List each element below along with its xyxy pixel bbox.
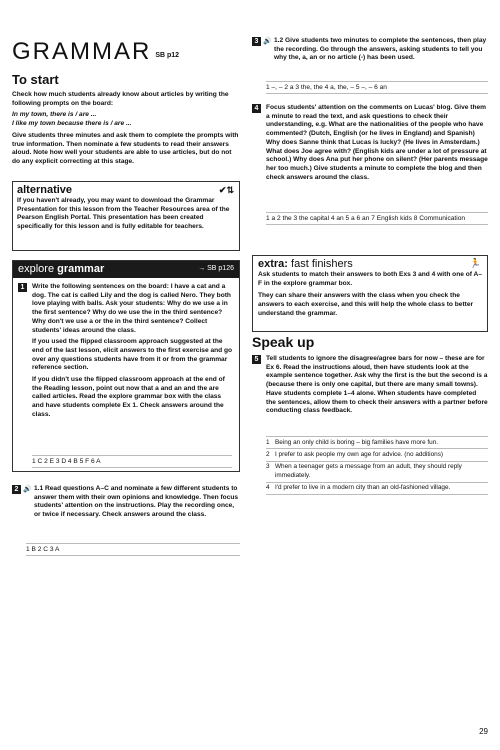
prompt-2: I like my town because there is / are ... <box>12 120 132 128</box>
alternative-heading: alternative <box>17 184 73 196</box>
extra-text: Ask students to match their answers to both Exs 3 and 4 with one of A–F in the explore grammar box. <box>258 271 482 287</box>
step-4-text: Focus students' attention on the comments on Lucas' blog. Give them a minute to read the text, and ask questions to check their understanding, e.g. What are the nationalities of the people who have commented? (Dutch, English (or he lives in England) and Spanish) Why does Sanne think that Lucas is lucky? (He lives in Amsterdam.) What does Joe agree with? (English kids are under a lot of pressure at school.) Why does Ana put her phone on silent? (Her parents message her too much.) Give students a minute to complete the blog and then check answers around the class. <box>266 104 488 181</box>
explore-grammar-bar <box>13 261 239 278</box>
step-1-text: Write the following sentences on the board: I have a cat and a dog. The cat is called Lily and the dog is called Nero. They both love playing with balls. Ask your students: Why do we use a in the first sentence? Why do we use the in the third sentence? Why don't we use a or the in the third sentence? Collect students' ideas around the class. <box>32 283 231 334</box>
step-2-text: 1.1 Read questions A–C and nominate a few different students to answer them with their own opinions and knowledge. Then focus students' attention on the instructions. Play the recording once, or twice if necessary. Check answers around the class. <box>34 485 239 519</box>
step-1-text-3: If you didn't use the flipped classroom approach at the end of the Reading lesson, point out now that a and an and the are called articles. Read the explore grammar box with the class and have students complete Ex 1. Check answers around the class. <box>32 376 225 418</box>
to-start-heading: To start <box>12 72 59 87</box>
sentence-list <box>266 436 488 495</box>
explore-label: explore <box>18 263 55 275</box>
audio-icon: 🔊 <box>263 38 272 45</box>
step-1-number: 1 <box>18 283 27 292</box>
title-ref: SB p12 <box>155 52 180 59</box>
section-title: GRAMMAR SB p12 <box>12 38 180 65</box>
alternative-box <box>12 181 240 251</box>
list-item: 2 I prefer to ask people my own age for advice. (no additions) <box>266 449 488 461</box>
grammar-label: grammar <box>57 263 105 275</box>
step-5-text: Tell students to ignore the disagree/agree bars for now – these are for Ex 6. Read the instructions aloud, then have students look at the example sentence together. Ask why the first is the but the second is a (because there is only one capital, but there are many small towns). Have students complete 1–4 alone. When students have completed the sentences, allow them to check their answers with a partner before conducting class feedback. <box>266 355 488 415</box>
step-2-number: 2 <box>12 485 21 494</box>
speak-up-heading: Speak up <box>252 334 315 350</box>
step-1-answers: 1 C 2 E 3 D 4 B 5 F 6 A <box>32 455 232 468</box>
extra-text-2: They can share their answers with the class when you check the answers to each exercise, and this will help the whole class to better understand the grammar. <box>258 292 474 317</box>
running-person-icon: 🏃 <box>469 258 481 268</box>
step-4-answers: 1 a 2 the 3 the capital 4 an 5 a 6 an 7 English kids 8 Communication <box>266 212 488 225</box>
alternative-text: If you haven't already, you may want to download the Grammar Presentation for this lesson from the Teacher Resources area of the Pearson English Portal. This presentation has been created specifically for this lesson and is fully editable for teachers. <box>17 197 230 231</box>
explore-grammar-box <box>12 260 240 472</box>
page-number: 29 <box>479 727 488 736</box>
list-item: 3 When a teenager gets a message from an adult, they should reply immediately. <box>266 462 488 483</box>
sb-ref: → SB p126 <box>198 265 234 272</box>
list-item: 1 Being an only child is boring – big families have more fun. <box>266 437 488 449</box>
step-2-answers: 1 B 2 C 3 A <box>26 543 240 556</box>
step-3-text: 1.2 Give students two minutes to complete the sentences, then play the recording. Go through the answers, asking students to tell you why the, a, an or no article (-) has been used. <box>274 37 487 62</box>
audio-icon: 🔊 <box>23 486 32 493</box>
step-1-text-2: If you used the flipped classroom approach suggested at the end of the last lesson, elicit answers to the first exercise and go over any questions students have from it or from the grammar reference section. <box>32 338 233 372</box>
extra-fast-finishers-box <box>252 255 488 332</box>
step-3-answers: 1 –, – 2 a 3 the, the 4 a, the, – 5 –, – 6 an <box>266 81 488 94</box>
prompt-1: In my town, there is / are ... <box>12 111 97 119</box>
step-3-number: 3 <box>252 37 261 46</box>
step-4-number: 4 <box>252 104 261 113</box>
extra-label: extra: <box>258 258 288 270</box>
fast-finishers-label: fast finishers <box>291 258 353 270</box>
step-5-number: 5 <box>252 355 261 364</box>
para-2: Give students three minutes and ask them to complete the prompts with true information. Then nominate a few students to read their answers aloud. Note how well your students are able to use articles, but do not do any explicit correcting at this stage. <box>12 131 239 165</box>
check-arrows-icon: ✔⇅ <box>218 185 234 195</box>
list-item: 4 I'd prefer to live in a modern city than an old-fashioned village. <box>266 483 488 495</box>
intro-text: Check how much students already know about articles by writing the following prompts on the board: <box>12 91 229 107</box>
